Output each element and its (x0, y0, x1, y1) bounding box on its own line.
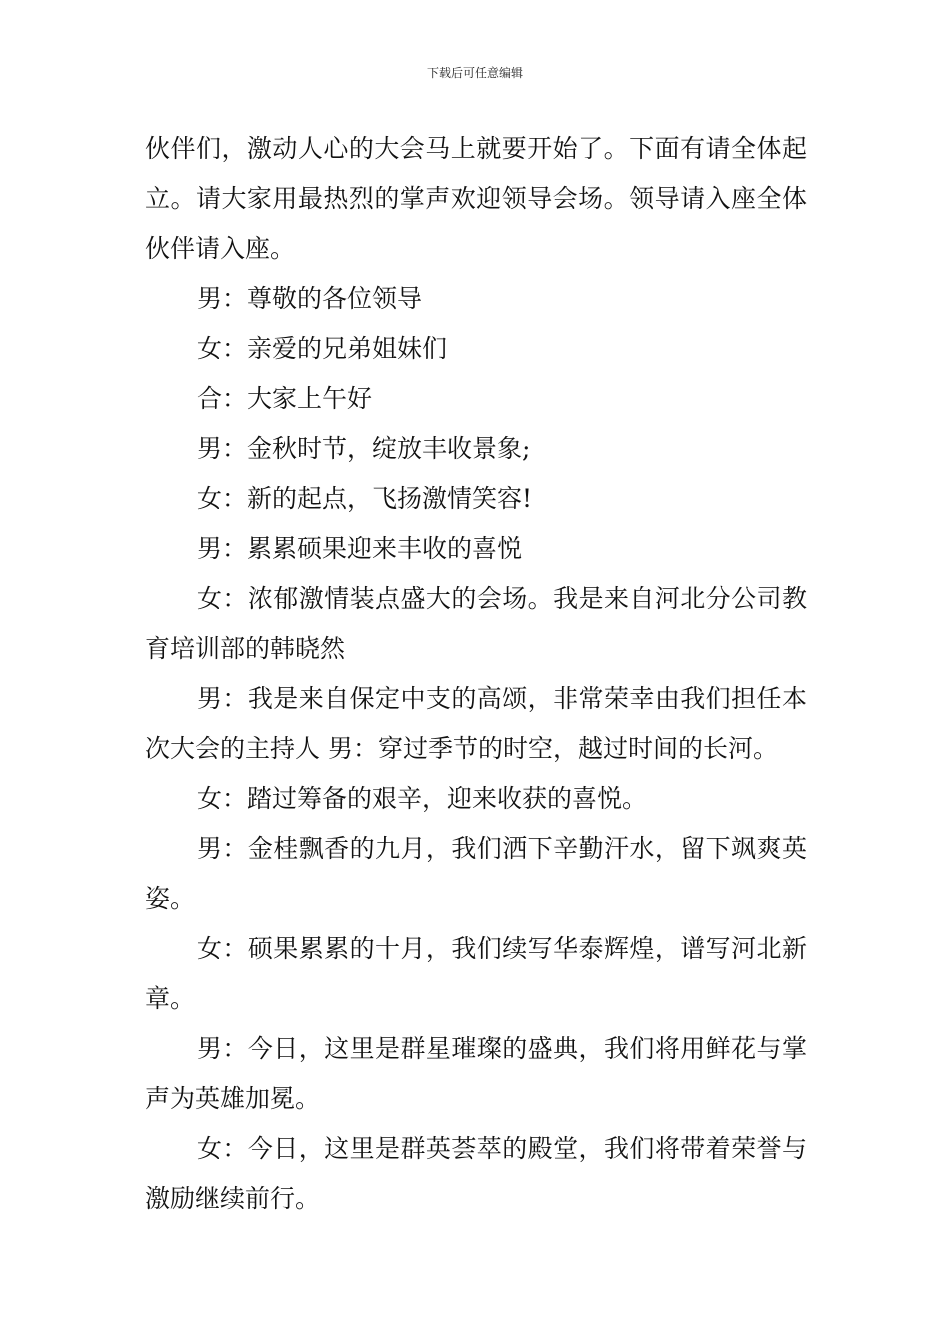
paragraph: 女：硕果累累的十月，我们续写华泰辉煌，谱写河北新章。 (145, 934, 807, 1013)
paragraph: 女：新的起点，飞扬激情笑容! (197, 484, 533, 513)
paragraph: 男：累累硕果迎来丰收的喜悦 (197, 534, 523, 563)
paragraph: 女：亲爱的兄弟姐妹们 (197, 334, 448, 363)
page-header: 下载后可任意编辑 (426, 66, 523, 80)
paragraph: 合：大家上午好 (197, 384, 373, 413)
paragraph: 男：尊敬的各位领导 (197, 284, 423, 313)
paragraph: 男：今日，这里是群星璀璨的盛典，我们将用鲜花与掌声为英雄加冕。 (145, 1034, 807, 1113)
paragraph: 男：金桂飘香的九月，我们洒下辛勤汗水，留下飒爽英姿。 (145, 834, 807, 913)
document-body (145, 124, 807, 1224)
paragraph: 女：踏过筹备的艰辛，迎来收获的喜悦。 (197, 784, 648, 813)
paragraph: 女：浓郁激情装点盛大的会场。我是来自河北分公司教育培训部的韩晓然 (145, 584, 807, 663)
paragraph: 男：金秋时节，绽放丰收景象; (197, 434, 531, 463)
paragraph: 女：今日，这里是群英荟萃的殿堂，我们将带着荣誉与激励继续前行。 (145, 1134, 807, 1213)
paragraph: 男：我是来自保定中支的高颂，非常荣幸由我们担任本次大会的主持人 男：穿过季节的时空，越过时间的长河。 (145, 684, 807, 763)
paragraph-intro: 伙伴们，激动人心的大会马上就要开始了。下面有请全体起立。请大家用最热烈的掌声欢迎领导会场。领导请入座全体伙伴请入座。 (145, 134, 807, 263)
